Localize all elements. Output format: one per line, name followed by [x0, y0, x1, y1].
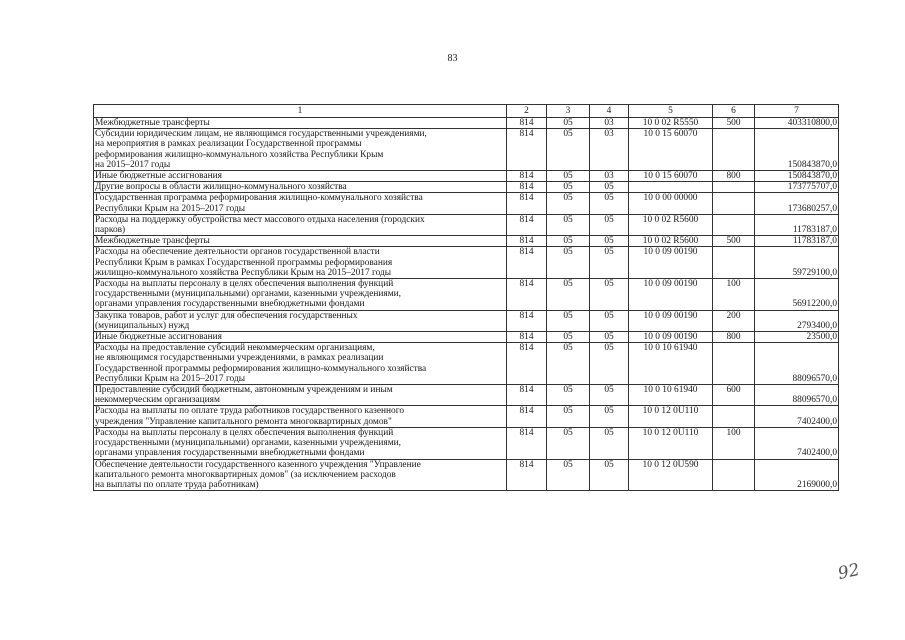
row-amount: 59729100,0 — [755, 247, 839, 279]
row-amount: 88096570,0 — [755, 385, 839, 406]
row-amount: 173775707,0 — [755, 182, 839, 193]
budget-table — [93, 104, 839, 491]
row-expense-type — [713, 214, 755, 235]
table-row — [94, 279, 839, 311]
row-target-article: 10 0 00 00000 — [629, 193, 713, 214]
table-header-row — [94, 105, 839, 118]
row-subsection-code: 05 — [590, 310, 629, 331]
row-ministry-code: 814 — [507, 129, 547, 171]
table-row — [94, 385, 839, 406]
row-ministry-code: 814 — [507, 182, 547, 193]
row-amount: 403310800,0 — [755, 118, 839, 129]
row-ministry-code: 814 — [507, 459, 547, 491]
row-expense-type — [713, 193, 755, 214]
row-ministry-code: 814 — [507, 406, 547, 427]
table-row — [94, 171, 839, 182]
row-subsection-code: 05 — [590, 193, 629, 214]
row-name-cell: Предоставление субсидий бюджетным, автономным учреждениям и иным некоммерческим организациям — [94, 385, 507, 406]
page-number: 83 — [447, 53, 458, 64]
row-section-code: 05 — [547, 332, 590, 343]
table-row — [94, 129, 839, 171]
row-subsection-code: 05 — [590, 406, 629, 427]
row-name-cell: Обеспечение деятельности государственного казенного учреждения "Управление капитального ремонта многоквартирных домов" (за исключением расходов на выплаты по оплате труда работникам) — [94, 459, 507, 491]
table-row — [94, 310, 839, 331]
row-section-code: 05 — [547, 279, 590, 311]
row-name-cell: Расходы на поддержку обустройства мест массового отдыха населения (городских парков) — [94, 214, 507, 235]
row-ministry-code: 814 — [507, 310, 547, 331]
table-row — [94, 193, 839, 214]
table-row — [94, 427, 839, 459]
row-subsection-code: 05 — [590, 427, 629, 459]
row-ministry-code: 814 — [507, 385, 547, 406]
row-ministry-code: 814 — [507, 118, 547, 129]
row-ministry-code: 814 — [507, 236, 547, 247]
column-header: 5 — [629, 105, 713, 118]
row-section-code: 05 — [547, 236, 590, 247]
row-subsection-code: 03 — [590, 129, 629, 171]
row-target-article: 10 0 09 00190 — [629, 310, 713, 331]
row-amount: 7402400,0 — [755, 427, 839, 459]
row-name-cell: Субсидии юридическим лицам, не являющимся государственными учреждениями, на мероприятия в рамках реализации Государственной программы реформирования жилищно-коммунального хозяйства Республики Крым на 2015–2017 годы — [94, 129, 507, 171]
row-name-cell: Межбюджетные трансферты — [94, 236, 507, 247]
table-row — [94, 332, 839, 343]
row-name-cell: Расходы на выплаты персоналу в целях обеспечения выполнения функций государственными (муниципальными) органами, казенными учреждениями, органами управления государственными внебюджетными фондами — [94, 279, 507, 311]
row-expense-type — [713, 459, 755, 491]
row-expense-type: 100 — [713, 279, 755, 311]
table-row — [94, 236, 839, 247]
row-expense-type — [713, 343, 755, 385]
row-subsection-code: 05 — [590, 247, 629, 279]
row-amount: 150843870,0 — [755, 171, 839, 182]
row-name-cell: Расходы на выплаты персоналу в целях обеспечения выполнения функций государственными (муниципальными) органами, казенными учреждениями, органами управления государственными внебюджетными фондами — [94, 427, 507, 459]
row-section-code: 05 — [547, 193, 590, 214]
handwritten-mark: 92 — [836, 559, 862, 585]
row-subsection-code: 03 — [590, 118, 629, 129]
row-section-code: 05 — [547, 310, 590, 331]
row-name-cell: Расходы на предоставление субсидий некоммерческим организациям, не являющимся государственными учреждениями, в рамках реализации Государственной программы реформирования жилищно-коммунального хозяйства Республики Крым на 2015–2017 годы — [94, 343, 507, 385]
row-expense-type: 800 — [713, 332, 755, 343]
row-name-cell: Межбюджетные трансферты — [94, 118, 507, 129]
row-name-cell: Расходы на обеспечение деятельности органов государственной власти Республики Крым в рамках Государственной программы реформирования жилищно-коммунального хозяйства Республики Крым на 2015–2017 годы — [94, 247, 507, 279]
row-expense-type: 200 — [713, 310, 755, 331]
row-amount: 7402400,0 — [755, 406, 839, 427]
table-body — [94, 118, 839, 491]
row-section-code: 05 — [547, 343, 590, 385]
row-name-cell: Иные бюджетные ассигнования — [94, 332, 507, 343]
table-row — [94, 406, 839, 427]
row-amount: 11783187,0 — [755, 214, 839, 235]
row-subsection-code: 05 — [590, 343, 629, 385]
row-name-cell: Расходы на выплаты по оплате труда работников государственного казенного учреждения "Управление капитального ремонта многоквартирных домов" — [94, 406, 507, 427]
row-target-article: 10 0 12 0U110 — [629, 427, 713, 459]
row-name-cell: Закупка товаров, работ и услуг для обеспечения государственных (муниципальных) нужд — [94, 310, 507, 331]
row-expense-type: 100 — [713, 427, 755, 459]
row-subsection-code: 05 — [590, 332, 629, 343]
column-header: 2 — [507, 105, 547, 118]
row-ministry-code: 814 — [507, 427, 547, 459]
row-amount: 2169000,0 — [755, 459, 839, 491]
row-ministry-code: 814 — [507, 332, 547, 343]
row-section-code: 05 — [547, 427, 590, 459]
row-target-article: 10 0 10 61940 — [629, 385, 713, 406]
row-target-article: 10 0 12 0U110 — [629, 406, 713, 427]
row-subsection-code: 05 — [590, 385, 629, 406]
row-section-code: 05 — [547, 459, 590, 491]
row-expense-type: 500 — [713, 118, 755, 129]
row-expense-type — [713, 247, 755, 279]
row-ministry-code: 814 — [507, 343, 547, 385]
row-ministry-code: 814 — [507, 193, 547, 214]
row-amount: 173680257,0 — [755, 193, 839, 214]
row-target-article: 10 0 09 00190 — [629, 279, 713, 311]
column-header: 1 — [94, 105, 507, 118]
row-expense-type: 800 — [713, 171, 755, 182]
row-target-article: 10 0 10 61940 — [629, 343, 713, 385]
row-expense-type — [713, 182, 755, 193]
row-target-article: 10 0 02 R5600 — [629, 236, 713, 247]
row-section-code: 05 — [547, 385, 590, 406]
row-subsection-code: 05 — [590, 214, 629, 235]
row-section-code: 05 — [547, 171, 590, 182]
column-header: 6 — [713, 105, 755, 118]
row-expense-type — [713, 129, 755, 171]
table-row — [94, 343, 839, 385]
row-subsection-code: 05 — [590, 459, 629, 491]
row-target-article: 10 0 09 00190 — [629, 332, 713, 343]
row-amount: 11783187,0 — [755, 236, 839, 247]
row-ministry-code: 814 — [507, 279, 547, 311]
row-target-article: 10 0 15 60070 — [629, 129, 713, 171]
row-target-article: 10 0 09 00190 — [629, 247, 713, 279]
table-row — [94, 118, 839, 129]
row-ministry-code: 814 — [507, 171, 547, 182]
row-name-cell: Другие вопросы в области жилищно-коммунального хозяйства — [94, 182, 507, 193]
row-name-cell: Государственная программа реформирования жилищно-коммунального хозяйства Республики Крым на 2015–2017 годы — [94, 193, 507, 214]
row-subsection-code: 05 — [590, 236, 629, 247]
row-target-article: 10 0 02 R5550 — [629, 118, 713, 129]
row-subsection-code: 05 — [590, 279, 629, 311]
row-section-code: 05 — [547, 182, 590, 193]
row-amount: 88096570,0 — [755, 343, 839, 385]
row-subsection-code: 03 — [590, 171, 629, 182]
row-expense-type — [713, 406, 755, 427]
table-row — [94, 182, 839, 193]
row-expense-type: 500 — [713, 236, 755, 247]
row-section-code: 05 — [547, 214, 590, 235]
row-amount: 2793400,0 — [755, 310, 839, 331]
row-target-article: 10 0 02 R5600 — [629, 214, 713, 235]
row-amount: 23500,0 — [755, 332, 839, 343]
table-row — [94, 247, 839, 279]
row-amount: 56912200,0 — [755, 279, 839, 311]
column-header: 4 — [590, 105, 629, 118]
row-ministry-code: 814 — [507, 214, 547, 235]
row-target-article: 10 0 15 60070 — [629, 171, 713, 182]
row-subsection-code: 05 — [590, 182, 629, 193]
column-header: 7 — [755, 105, 839, 118]
row-target-article: 10 0 12 0U590 — [629, 459, 713, 491]
row-name-cell: Иные бюджетные ассигнования — [94, 171, 507, 182]
row-ministry-code: 814 — [507, 247, 547, 279]
table-row — [94, 459, 839, 491]
table-row — [94, 214, 839, 235]
row-amount: 150843870,0 — [755, 129, 839, 171]
row-section-code: 05 — [547, 247, 590, 279]
row-section-code: 05 — [547, 118, 590, 129]
column-header: 3 — [547, 105, 590, 118]
row-section-code: 05 — [547, 129, 590, 171]
row-section-code: 05 — [547, 406, 590, 427]
row-expense-type: 600 — [713, 385, 755, 406]
row-target-article — [629, 182, 713, 193]
